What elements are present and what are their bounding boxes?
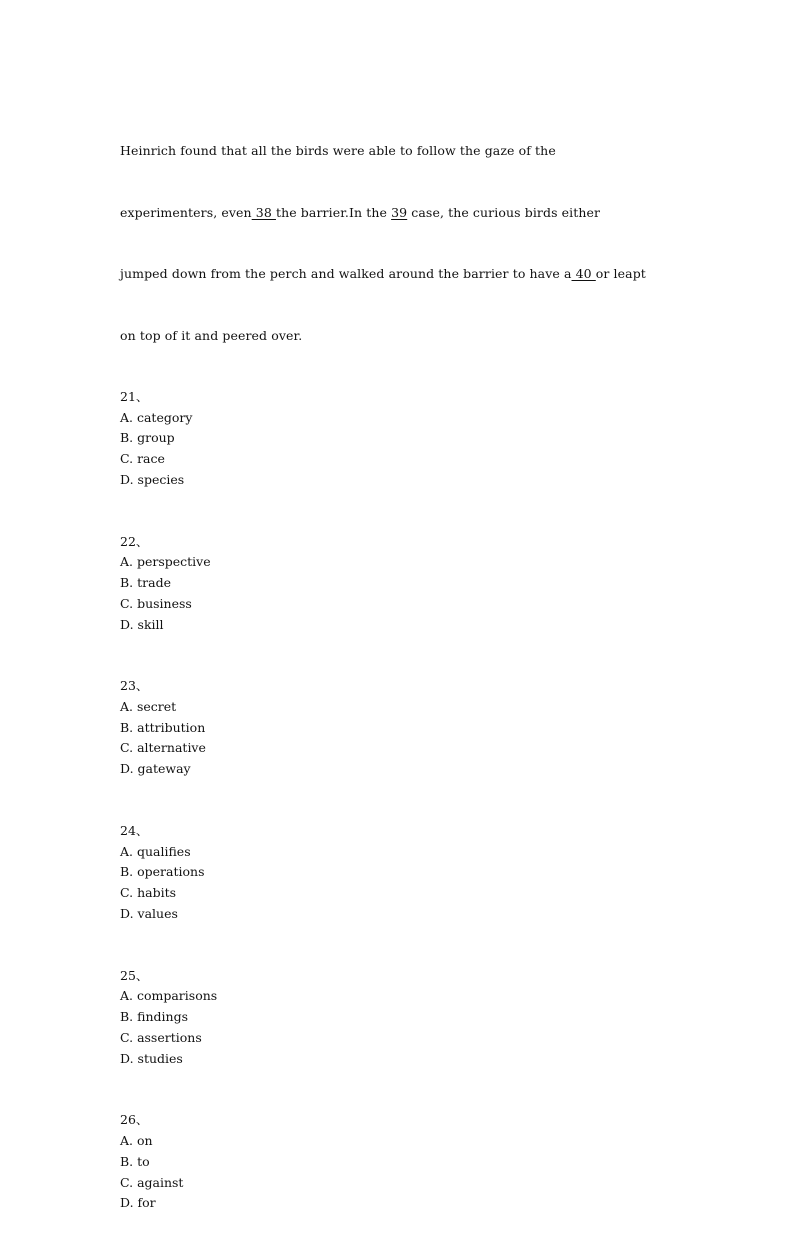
passage-text: on top of it and peered over. — [120, 327, 303, 343]
question-number: 24、 — [120, 823, 149, 839]
question-number: 25、 — [120, 967, 149, 983]
option-a: A. category — [120, 409, 193, 425]
option-b: B. attribution — [120, 719, 206, 735]
blank-39: 39 — [391, 204, 408, 220]
option-b: B. to — [120, 1153, 150, 1169]
question-25 — [120, 966, 680, 1070]
blank-38: 38 — [251, 204, 276, 220]
option-a: A. qualifies — [120, 843, 191, 859]
option-a: A. comparisons — [120, 988, 218, 1004]
option-d: D. species — [120, 471, 185, 487]
passage-text: Heinrich found that all the birds were able to follow the gaze of the — [120, 143, 556, 158]
question-number: 23、 — [120, 678, 149, 694]
passage-text: case, the curious birds either — [407, 204, 601, 220]
option-b: B. findings — [120, 1009, 188, 1025]
option-c: C. assertions — [120, 1029, 202, 1045]
option-c: C. habits — [120, 885, 177, 901]
option-b: B. trade — [120, 574, 171, 590]
question-23 — [120, 676, 680, 780]
passage-text: the barrier.In the — [275, 204, 392, 220]
option-c: C. race — [120, 451, 165, 467]
option-c: C. against — [120, 1174, 184, 1190]
option-a: A. on — [120, 1132, 153, 1148]
option-d: D. for — [120, 1195, 156, 1211]
option-d: D. gateway — [120, 761, 191, 777]
document-page — [120, 100, 680, 1255]
question-22 — [120, 532, 680, 636]
question-number: 26、 — [120, 1112, 149, 1128]
question-number: 21、 — [120, 389, 149, 404]
passage-line — [120, 264, 680, 285]
passage-text: jumped down from the perch and walked around the barrier to have a — [120, 266, 572, 281]
option-d: D. values — [120, 905, 178, 921]
passage-line — [120, 203, 680, 224]
option-b: B. group — [120, 430, 175, 446]
question-26 — [120, 1110, 680, 1214]
passage-text: or leapt — [595, 266, 646, 281]
passage-text: experimenters, even — [120, 204, 252, 220]
option-d: D. skill — [120, 616, 164, 632]
passage-line — [120, 141, 680, 162]
option-a: A. perspective — [120, 554, 211, 570]
question-21 — [120, 387, 680, 491]
question-number: 22、 — [120, 533, 149, 549]
option-c: C. business — [120, 595, 192, 611]
option-c: C. alternative — [120, 740, 206, 756]
option-a: A. secret — [120, 698, 177, 714]
passage-line — [120, 326, 680, 347]
option-d: D. studies — [120, 1050, 183, 1066]
blank-40: 40 — [571, 266, 596, 281]
question-24 — [120, 821, 680, 925]
option-b: B. operations — [120, 864, 205, 880]
reading-passage — [120, 100, 680, 387]
